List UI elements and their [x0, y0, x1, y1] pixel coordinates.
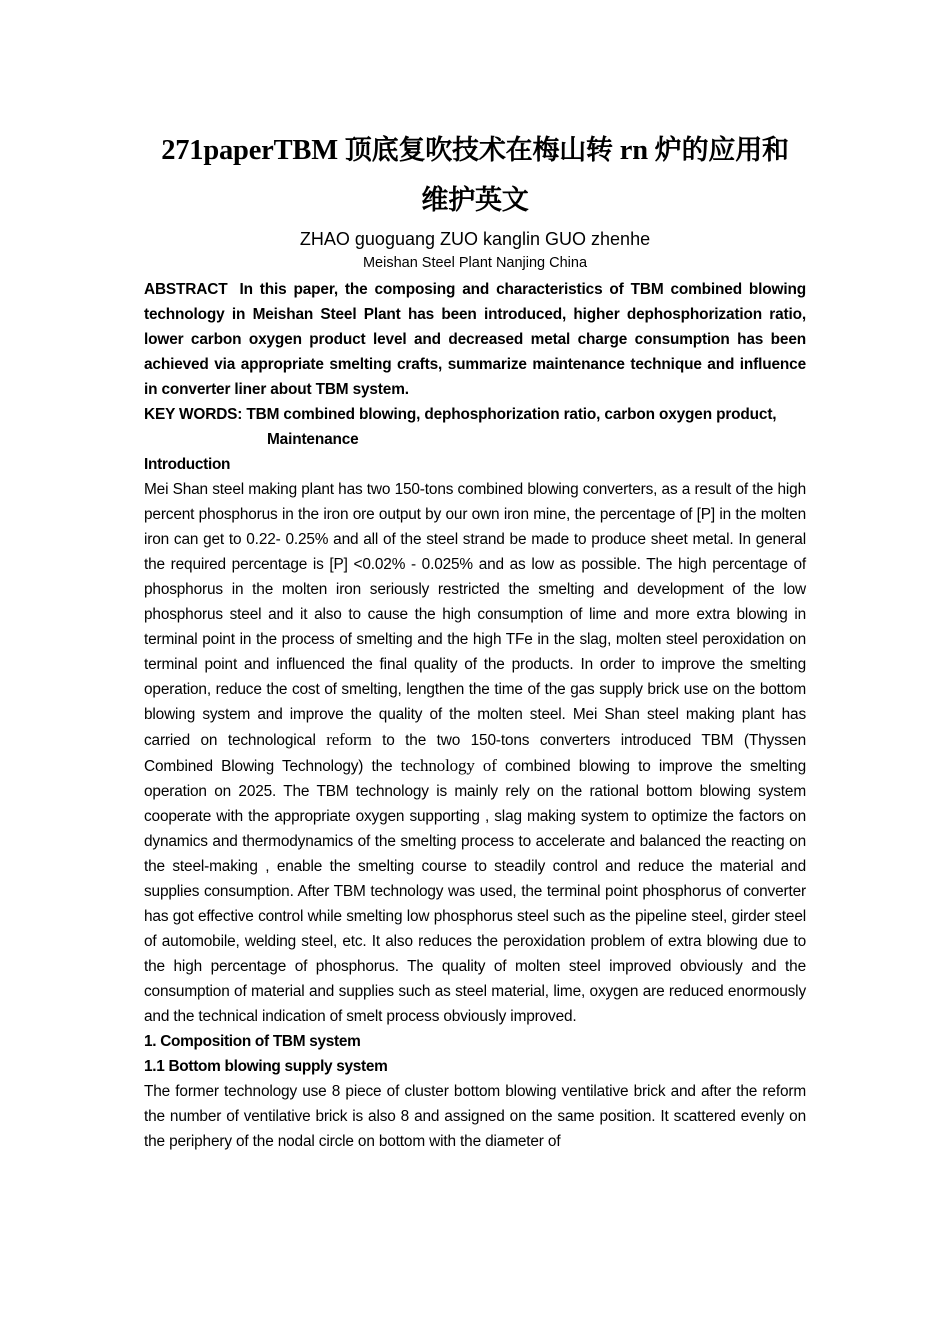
section-heading-bottom-blowing: 1.1 Bottom blowing supply system [144, 1058, 388, 1075]
keywords-line2: Maintenance [267, 431, 359, 448]
title-line-2: 维护英文 [421, 185, 529, 216]
section-heading-introduction: Introduction [144, 456, 231, 473]
keywords-label: KEY WORDS: [144, 406, 243, 423]
intro-text-serif-technology: technology of [400, 756, 497, 775]
authors: ZHAO guoguang ZUO kanglin GUO zhenhe [299, 229, 651, 249]
keywords-line1: TBM combined blowing, dephosphorization ratio, carbon oxygen product, [242, 406, 777, 423]
intro-text-serif-reform: reform [326, 730, 372, 749]
title-cn-2: 炉的应用和 [654, 135, 789, 166]
document-page [144, 126, 806, 1154]
intro-text-part-2: to the two 150-tons converters introduced TBM (Thyssen Combined Blowing Technology) the [144, 732, 806, 775]
affiliation: Meishan Steel Plant Nanjing China [362, 255, 588, 271]
abstract-text: In this paper, the composing and characteristics of TBM combined blowing technology in Meishan Steel Plant has been introduced, higher dephosphorization ratio, lower carbon oxygen product level and decreased metal charge consumption has been achieved via appropriate smelting crafts, summarize maintenance technique and influence in converter liner about TBM system. [144, 281, 806, 398]
intro-text-part-3: combined blowing to improve the smelting operation on 2025. The TBM technology is mainly rely on the rational bottom blowing system cooperate with the appropriate oxygen supporting , slag making system to optimize the factors on dynamics and thermodynamics of the smelting process to accelerate and balanced the reacting on the steel-making , enable the smelting course to steadily control and reduce the material and supplies consumption. After TBM technology was used, the terminal point phosphorus of converter has got effective control while smelting low phosphorus steel such as the pipeline steel, girder steel of automobile, welding steel, etc. It also reduces the peroxidation problem of extra blowing due to the high percentage of phosphorus. The quality of molten steel improved obviously and the consumption of material and supplies such as steel material, lime, oxygen are reduced enormously and the technical indication of smelt process obviously improved. [144, 758, 807, 1025]
abstract [144, 277, 806, 402]
title-latin-2: rn [612, 135, 655, 166]
abstract-label: ABSTRACT [144, 281, 228, 298]
section-heading-composition: 1. Composition of TBM system [144, 1033, 361, 1050]
introduction-paragraph [144, 477, 806, 1029]
intro-text-part-1: Mei Shan steel making plant has two 150-tons combined blowing converters, as a result of the high percent phosphorus in the iron ore output by our own iron mine, the percentage of [P] in the molten iron can get to 0.22- 0.25% and all of the steel strand be made to produce sheet metal. In general the required percentage is [P] <0.02% - 0.025% and as low as possible. The high percentage of phosphorus in the molten iron seriously restricted the smelting and development of the low phosphorus steel and it also to cause the high consumption of lime and more extra blowing in terminal point in the process of smelting and the high TFe in the slag, molten steel peroxidation on terminal point and influenced the final quality of the products. In order to improve the smelting operation, reduce the cost of smelting, lengthen the time of the gas supply brick use on the bottom blowing system and improve the quality of the molten steel. Mei Shan steel making plant has carried on technological [144, 481, 806, 749]
keywords [144, 402, 806, 452]
title-cn-1: 顶底复吹技术在梅山转 [344, 135, 613, 166]
paper-title [144, 126, 806, 226]
bottom-blowing-paragraph: The former technology use 8 piece of cluster bottom blowing ventilative brick and after the reform the number of ventilative brick is also 8 and assigned on the same position. It scattered evenly on the periphery of the nodal circle on bottom with the diameter of [144, 1083, 806, 1150]
title-latin-1: 271paperTBM [161, 135, 345, 166]
